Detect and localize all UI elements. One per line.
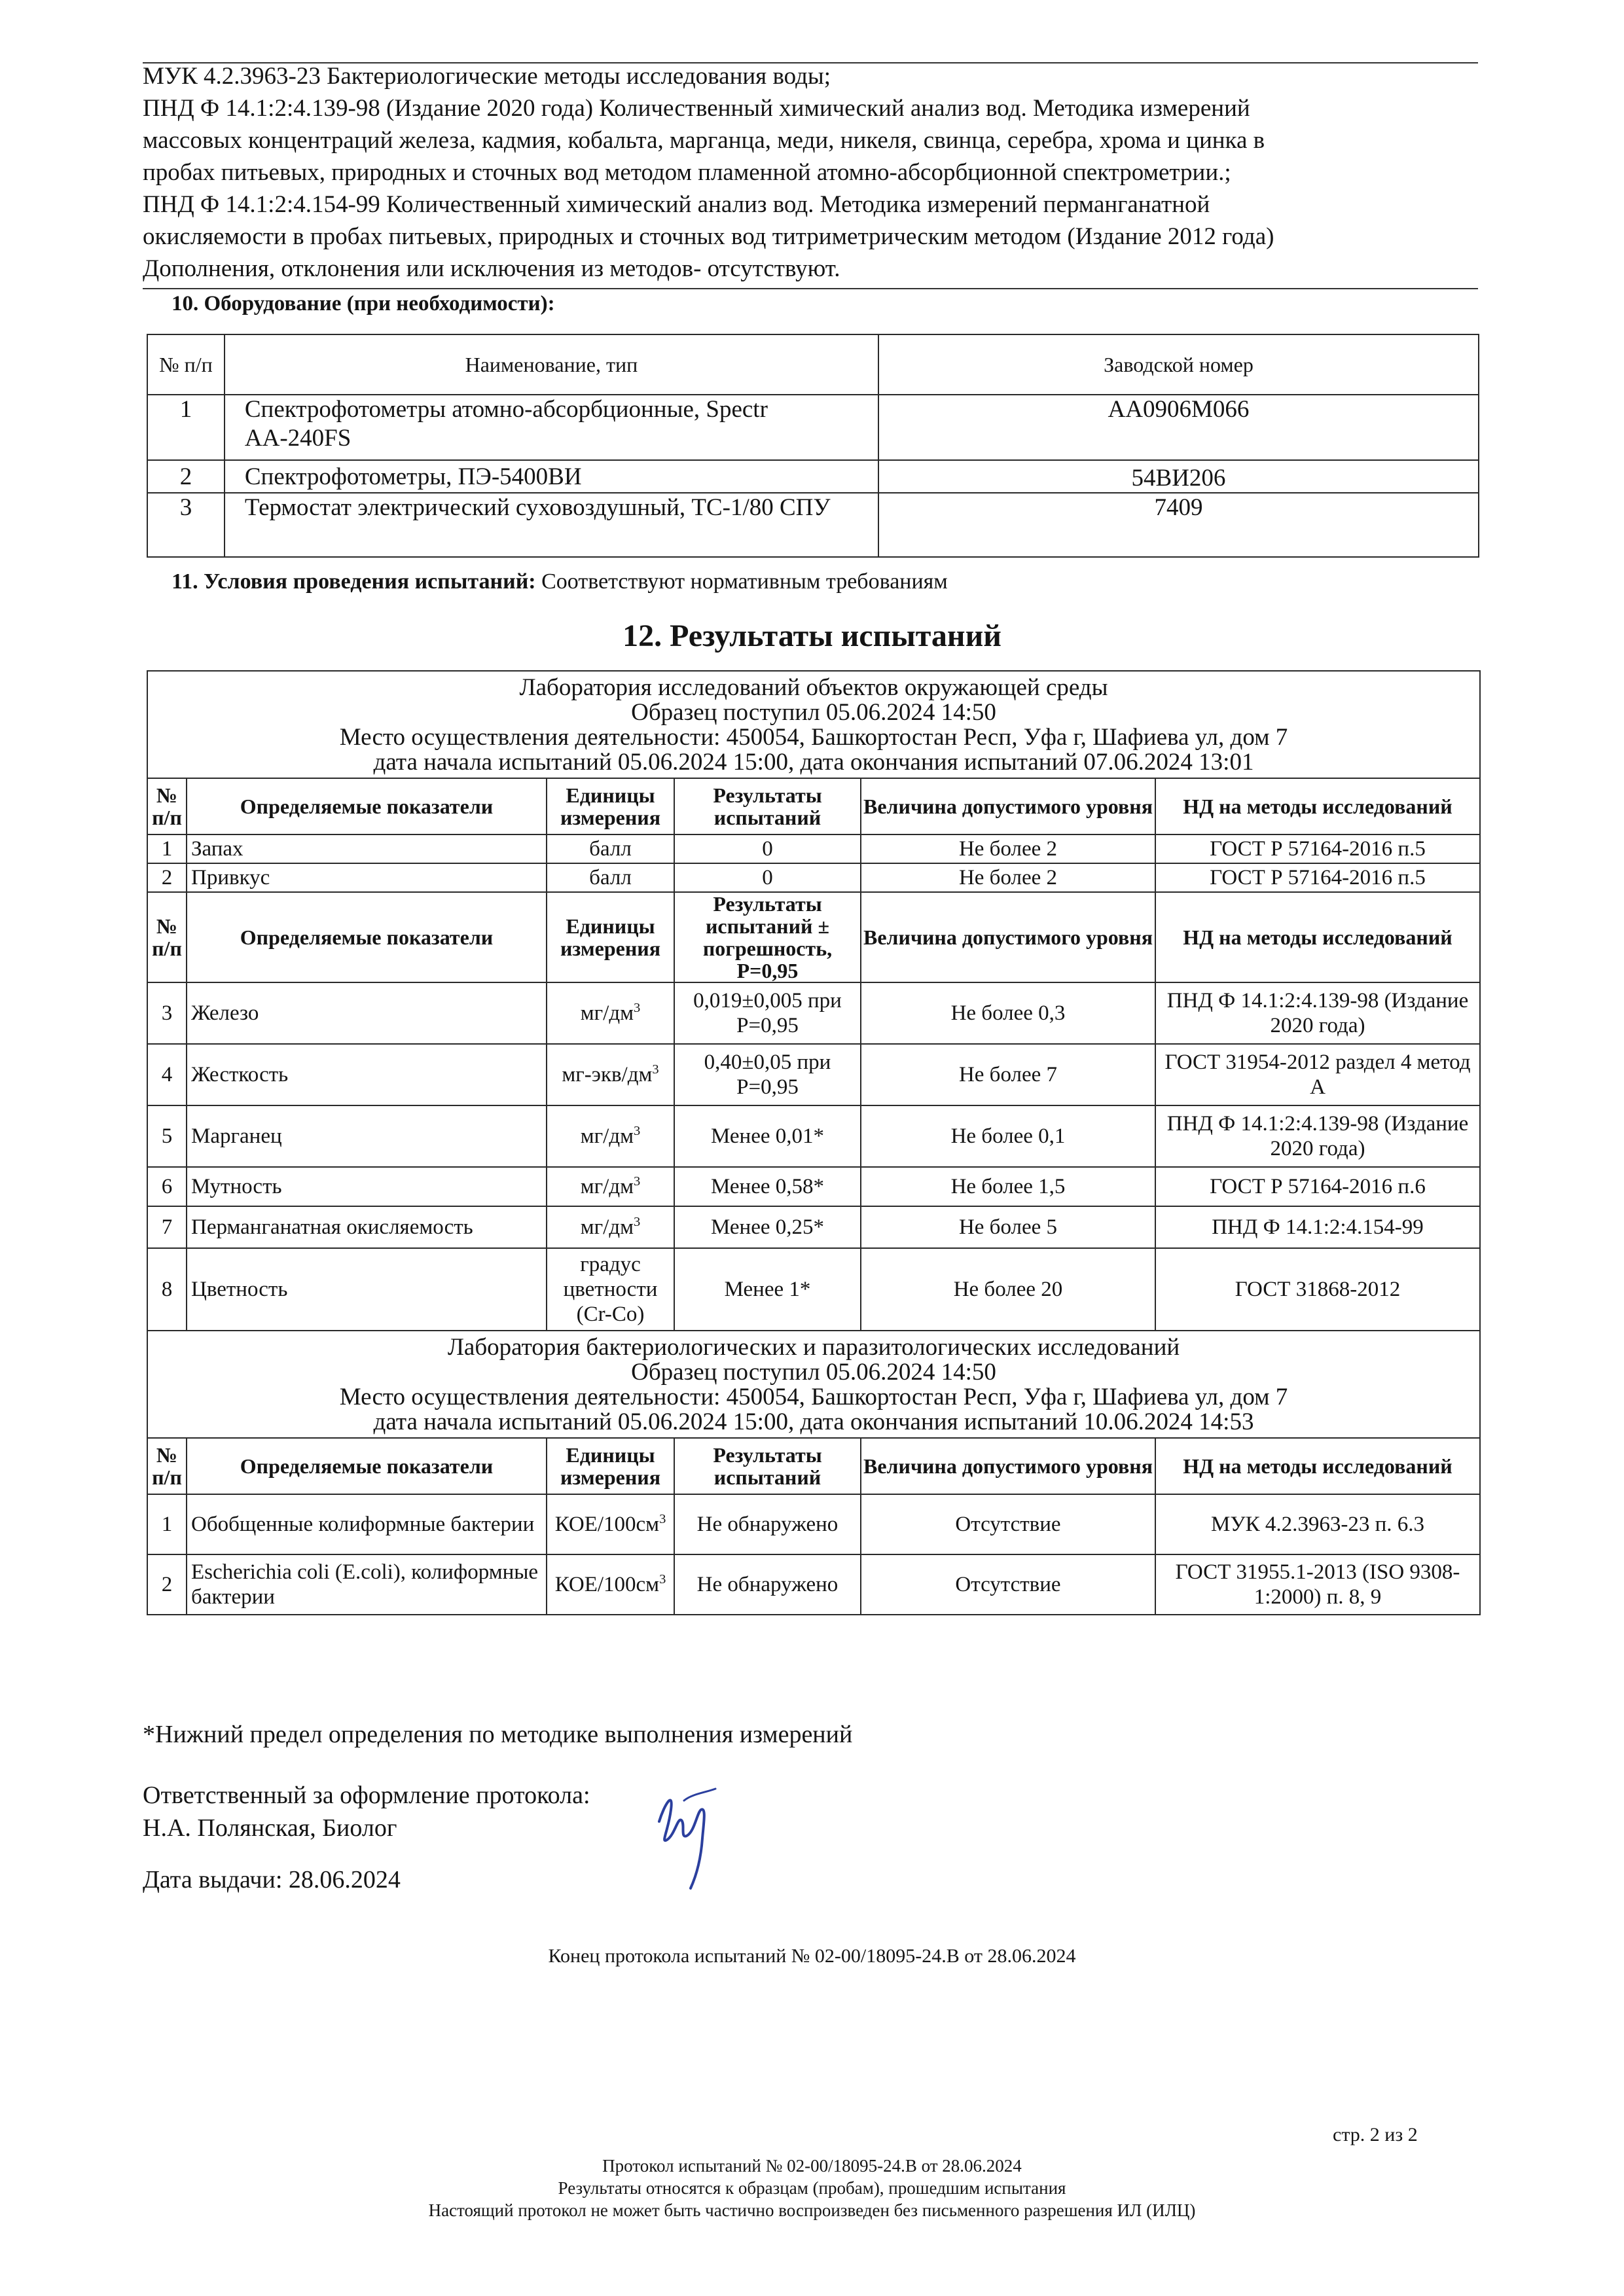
equipment-row [147,395,1479,460]
page-footer [0,2155,1624,2221]
row-unit: балл [547,863,674,892]
row-unit: балл [547,834,674,863]
methods-line: пробах питьевых, природных и сточных вод методом пламенной атомно-абсорбционной спектрометрии.; [143,159,1231,186]
col-result: Результаты испытаний ± погрешность, Р=0,95 [674,892,861,982]
equipment-header-num: № п/п [147,334,225,395]
unit-text: мг/дм [580,1175,634,1198]
footer-line: Результаты относятся к образцам (пробам), прошедшим испытания [558,2178,1066,2198]
col-indicator: Определяемые показатели [187,892,547,982]
col-indicator: Определяемые показатели [187,1438,547,1494]
row-unit [547,1044,674,1105]
table-row [147,1248,1480,1331]
methods-line: Дополнения, отклонения или исключения из методов- отсутствуют. [143,255,840,282]
row-method: ГОСТ 31955.1-2013 (ISO 9308-1:2000) п. 8, 9 [1155,1554,1480,1615]
lab1-columns-a [147,778,1480,834]
table-row [147,834,1480,863]
row-limit: Не более 2 [861,834,1155,863]
row-num: 4 [147,1044,187,1105]
lab1-header-row [147,671,1480,778]
row-limit: Отсутствие [861,1554,1155,1615]
row-limit: Не более 20 [861,1248,1155,1331]
row-result: Не обнаружено [674,1554,861,1615]
signature-image [645,1770,736,1901]
issue-date: Дата выдачи: 28.06.2024 [143,1866,401,1893]
lab2-place: Место осуществления деятельности: 450054, Башкортостан Респ, Уфа г, Шафиева ул, дом 7 [339,1384,1288,1410]
row-method: ГОСТ 31868-2012 [1155,1248,1480,1331]
equipment-serial: АА0906М066 [878,395,1479,460]
conditions-value: Соответствуют нормативным требованиям [541,569,948,594]
col-num: № п/п [147,1438,187,1494]
row-limit: Не более 0,1 [861,1105,1155,1167]
row-indicator: Марганец [187,1105,547,1167]
lab1-dates: дата начала испытаний 05.06.2024 15:00, дата окончания испытаний 07.06.2024 13:01 [373,749,1254,776]
results-block [147,670,1479,1615]
lab1-received: Образец поступил 05.06.2024 14:50 [631,699,996,726]
equipment-name: Термостат электрический суховоздушный, ТС-1/80 СПУ [225,493,878,557]
col-method: НД на методы исследований [1155,892,1480,982]
unit-text: КОЕ/100см [554,1573,660,1596]
row-method: ПНД Ф 14.1:2:4.154-99 [1155,1206,1480,1248]
results-title: 12. Результаты испытаний [623,619,1001,653]
row-method: ПНД Ф 14.1:2:4.139-98 (Издание 2020 года) [1155,1105,1480,1167]
table-row [147,1167,1480,1206]
row-indicator: Жесткость [187,1044,547,1105]
equipment-num: 1 [147,395,225,460]
row-num: 2 [147,863,187,892]
col-limit: Величина допустимого уровня [861,892,1155,982]
row-num: 6 [147,1167,187,1206]
col-unit: Единицы измерения [547,1438,674,1494]
unit-text: мг-экв/дм [562,1063,653,1086]
equipment-name: Спектрофотометры атомно-абсорбционные, Spectr АА-240FS [225,395,878,460]
row-method: ГОСТ 31954-2012 раздел 4 метод А [1155,1044,1480,1105]
row-num: 8 [147,1248,187,1331]
col-method: НД на методы исследований [1155,778,1480,834]
responsible-name: Н.А. Полянская, Биолог [143,1814,397,1842]
row-num: 3 [147,982,187,1044]
row-unit [547,982,674,1044]
row-indicator: Запах [187,834,547,863]
footer-line: Протокол испытаний № 02-00/18095-24.В от 28.06.2024 [602,2156,1022,2176]
row-limit: Не более 5 [861,1206,1155,1248]
unit-text: мг/дм [580,1124,634,1148]
row-num: 2 [147,1554,187,1615]
lab2-header-row [147,1331,1480,1438]
col-unit: Единицы измерения [547,892,674,982]
table-row [147,1105,1480,1167]
row-unit [547,1554,674,1615]
col-limit: Величина допустимого уровня [861,1438,1155,1494]
lab2-columns [147,1438,1480,1494]
responsible-block [143,1779,590,1844]
methods-line: ПНД Ф 14.1:2:4.139-98 (Издание 2020 года) Количественный химический анализ вод. Методика измерений [143,95,1250,122]
row-unit [547,1206,674,1248]
row-num: 7 [147,1206,187,1248]
col-indicator: Определяемые показатели [187,778,547,834]
row-result: Менее 0,58* [674,1167,861,1206]
row-result: 0,40±0,05 при Р=0,95 [674,1044,861,1105]
equipment-header-name: Наименование, тип [225,334,878,395]
unit-exponent: 3 [659,1572,666,1587]
equipment-table [147,334,1479,558]
equipment-title: 10. Оборудование (при необходимости): [171,292,555,315]
methods-bottom-rule [143,288,1478,289]
col-result: Результаты испытаний [674,1438,861,1494]
lab2-received: Образец поступил 05.06.2024 14:50 [631,1359,996,1386]
unit-text: мг/дм [580,1215,634,1239]
row-num: 1 [147,834,187,863]
responsible-label: Ответственный за оформление протокола: [143,1782,590,1809]
col-limit: Величина допустимого уровня [861,778,1155,834]
unit-exponent: 3 [634,1124,641,1138]
row-unit [547,1105,674,1167]
row-indicator: Привкус [187,863,547,892]
unit-exponent: 3 [659,1512,666,1526]
conditions-label: 11. Условия проведения испытаний: [171,569,536,594]
row-num: 1 [147,1494,187,1554]
unit-exponent: 3 [634,1001,641,1015]
row-unit [547,1494,674,1554]
unit-exponent: 3 [652,1062,659,1077]
conditions-line [171,569,948,594]
lab2-name: Лаборатория бактериологических и паразитологических исследований [447,1334,1180,1361]
row-indicator: Мутность [187,1167,547,1206]
methods-text [143,60,1471,285]
row-method: ГОСТ Р 57164-2016 п.5 [1155,834,1480,863]
unit-text: мг/дм [580,1001,634,1025]
row-limit: Не более 1,5 [861,1167,1155,1206]
equipment-num: 2 [147,460,225,493]
results-table [147,670,1481,1615]
methods-line: массовых концентраций железа, кадмия, кобальта, марганца, меди, никеля, свинца, серебра, хрома и цинка в [143,127,1265,154]
row-result: Менее 0,01* [674,1105,861,1167]
table-row [147,863,1480,892]
unit-text: КОЕ/100см [554,1513,660,1536]
col-method: НД на методы исследований [1155,1438,1480,1494]
methods-line: окисляемости в пробах питьевых, природных и сточных вод титриметрическим методом (Издание 2012 года) [143,223,1274,250]
table-row [147,1206,1480,1248]
row-indicator: Цветность [187,1248,547,1331]
lab1-columns-b [147,892,1480,982]
col-unit: Единицы измерения [547,778,674,834]
lab1-name: Лаборатория исследований объектов окружающей среды [519,674,1108,701]
row-limit: Отсутствие [861,1494,1155,1554]
row-limit: Не более 2 [861,863,1155,892]
equipment-header-serial: Заводской номер [878,334,1479,395]
unit-exponent: 3 [634,1215,641,1229]
equipment-name: Спектрофотометры, ПЭ-5400ВИ [225,460,878,493]
page-number: стр. 2 из 2 [1333,2124,1418,2145]
row-limit: Не более 7 [861,1044,1155,1105]
equipment-serial: 54ВИ206 [878,460,1479,493]
equipment-num: 3 [147,493,225,557]
table-row [147,1494,1480,1554]
row-result: 0 [674,863,861,892]
equipment-header-row [147,334,1479,395]
col-num: № п/п [147,778,187,834]
footer-line: Настоящий протокол не может быть частично воспроизведен без письменного разрешения ИЛ (ИЛЦ) [428,2200,1196,2220]
row-unit: градус цветности (Cr-Co) [547,1248,674,1331]
row-result: 0,019±0,005 при Р=0,95 [674,982,861,1044]
row-result: Не обнаружено [674,1494,861,1554]
footnote: *Нижний предел определения по методике выполнения измерений [143,1721,853,1748]
col-num: № п/п [147,892,187,982]
equipment-row [147,460,1479,493]
row-indicator: Железо [187,982,547,1044]
methods-line: МУК 4.2.3963-23 Бактериологические методы исследования воды; [143,63,831,90]
row-indicator: Перманганатная окисляемость [187,1206,547,1248]
table-row [147,982,1480,1044]
lab2-dates: дата начала испытаний 05.06.2024 15:00, дата окончания испытаний 10.06.2024 14:53 [373,1408,1254,1435]
lab2-header [147,1331,1480,1438]
methods-line: ПНД Ф 14.1:2:4.154-99 Количественный химический анализ вод. Методика измерений перманганатной [143,191,1210,218]
equipment-row [147,493,1479,557]
row-indicator: Escherichia coli (E.coli), колиформные бактерии [187,1554,547,1615]
table-row [147,1044,1480,1105]
row-result: Менее 1* [674,1248,861,1331]
row-indicator: Обобщенные колиформные бактерии [187,1494,547,1554]
row-unit [547,1167,674,1206]
lab1-header [147,671,1480,778]
row-limit: Не более 0,3 [861,982,1155,1044]
row-method: ГОСТ Р 57164-2016 п.6 [1155,1167,1480,1206]
row-method: ГОСТ Р 57164-2016 п.5 [1155,863,1480,892]
row-result: Менее 0,25* [674,1206,861,1248]
end-of-protocol: Конец протокола испытаний № 02-00/18095-24.В от 28.06.2024 [548,1945,1076,1967]
row-result: 0 [674,834,861,863]
unit-exponent: 3 [634,1174,641,1189]
equipment-serial: 7409 [878,493,1479,557]
row-method: ПНД Ф 14.1:2:4.139-98 (Издание 2020 года) [1155,982,1480,1044]
row-method: МУК 4.2.3963-23 п. 6.3 [1155,1494,1480,1554]
col-result: Результаты испытаний [674,778,861,834]
row-num: 5 [147,1105,187,1167]
table-row [147,1554,1480,1615]
lab1-place: Место осуществления деятельности: 450054, Башкортостан Респ, Уфа г, Шафиева ул, дом 7 [339,724,1288,751]
